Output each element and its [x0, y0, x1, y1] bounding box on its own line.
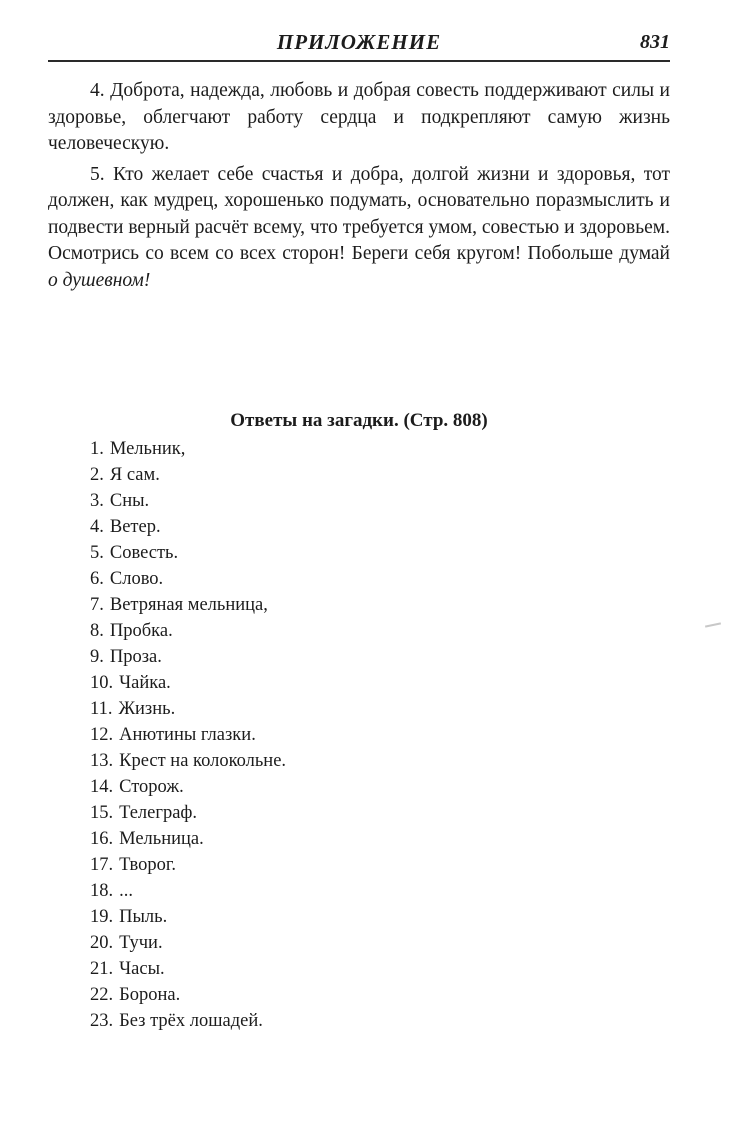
paragraph-4 [48, 78, 670, 158]
answer-number: 6. [90, 569, 104, 589]
answer-text: Ветер. [109, 517, 161, 537]
answer-number: 4. [90, 517, 104, 537]
answer-item [90, 982, 286, 1008]
running-title: ПРИЛОЖЕНИЕ [276, 30, 442, 54]
answer-item [90, 462, 286, 488]
answer-item [90, 930, 286, 956]
answer-number: 8. [90, 621, 104, 641]
answer-text: Жизнь. [118, 699, 176, 719]
answer-text: Часы. [119, 959, 165, 979]
answer-item [90, 436, 286, 462]
answer-number: 10. [90, 673, 114, 693]
paragraph-5-text: 5. Кто желает себе счастья и добра, долгой жизни и здоровья, тот должен, как мудрец, хорошенько подумать, основательно поразмыслить и подвести верный расчёт всему, что требуется умом, совестью и здоровьем. Осмотрись со всем со всех сторон! Береги себя кругом! Побольше думай [48, 163, 670, 264]
answer-text: Мельница. [119, 829, 204, 849]
answer-number: 19. [90, 907, 114, 927]
answer-number: 14. [90, 777, 114, 797]
answer-number: 12. [90, 725, 114, 745]
answer-text: Слово. [109, 569, 164, 589]
answer-text: Чайка. [119, 673, 171, 693]
answer-item [90, 826, 286, 852]
answer-item [90, 696, 286, 722]
answer-item [90, 488, 286, 514]
answer-number: 17. [90, 855, 114, 875]
answer-number: 2. [90, 465, 104, 485]
answer-text: Сны. [109, 491, 150, 511]
scan-mark [705, 622, 721, 627]
answer-item [90, 722, 286, 748]
answer-item [90, 878, 286, 904]
body-text [48, 78, 670, 298]
answer-item [90, 748, 286, 774]
answer-text: Совесть. [109, 543, 179, 563]
paragraph-5-italic: о душевном! [48, 269, 151, 291]
answer-text: Пыль. [119, 907, 168, 927]
answer-number: 3. [90, 491, 104, 511]
answer-item [90, 904, 286, 930]
answer-item [90, 1008, 286, 1034]
answer-text: Ветряная мельница, [109, 595, 268, 615]
answer-number: 13. [90, 751, 114, 771]
answer-number: 5. [90, 543, 104, 563]
answer-text: Телеграф. [119, 803, 198, 823]
answer-item [90, 618, 286, 644]
answer-text: Анютины глазки. [119, 725, 256, 745]
answer-item [90, 540, 286, 566]
answer-text: Я сам. [109, 465, 160, 485]
answer-item [90, 566, 286, 592]
answer-text: Тучи. [119, 933, 163, 953]
answer-item [90, 514, 286, 540]
answer-number: 7. [90, 595, 104, 615]
answer-number: 1. [90, 439, 104, 459]
answer-number: 18. [90, 881, 114, 901]
answer-number: 11. [90, 699, 113, 719]
answer-number: 22. [90, 985, 114, 1005]
paragraph-5 [48, 162, 670, 295]
answer-item [90, 800, 286, 826]
answer-text: Мельник, [109, 439, 186, 459]
answers-title: Ответы на загадки. (Стр. 808) [230, 410, 488, 431]
answer-text: Без трёх лошадей. [119, 1011, 263, 1031]
paragraph-4-text: 4. Доброта, надежда, любовь и добрая совесть поддерживают силы и здоровье, облегчают работу сердца и подкрепляют самую жизнь человеческую. [48, 80, 670, 154]
answer-text: Проза. [109, 647, 162, 667]
answer-text: Крест на колокольне. [119, 751, 287, 771]
answer-number: 23. [90, 1011, 114, 1031]
answer-item [90, 774, 286, 800]
answer-item [90, 644, 286, 670]
answer-number: 20. [90, 933, 114, 953]
answer-item [90, 592, 286, 618]
page-number: 831 [640, 31, 670, 53]
answer-item [90, 852, 286, 878]
answer-text: ... [119, 881, 133, 901]
answer-number: 16. [90, 829, 114, 849]
answer-number: 9. [90, 647, 104, 667]
answer-number: 15. [90, 803, 114, 823]
answer-number: 21. [90, 959, 114, 979]
answer-text: Творог. [119, 855, 176, 875]
answer-text: Сторож. [119, 777, 184, 797]
running-header [48, 28, 670, 62]
answer-item [90, 956, 286, 982]
answers-list [90, 436, 286, 1034]
answer-text: Пробка. [109, 621, 173, 641]
answer-text: Борона. [119, 985, 181, 1005]
answer-item [90, 670, 286, 696]
